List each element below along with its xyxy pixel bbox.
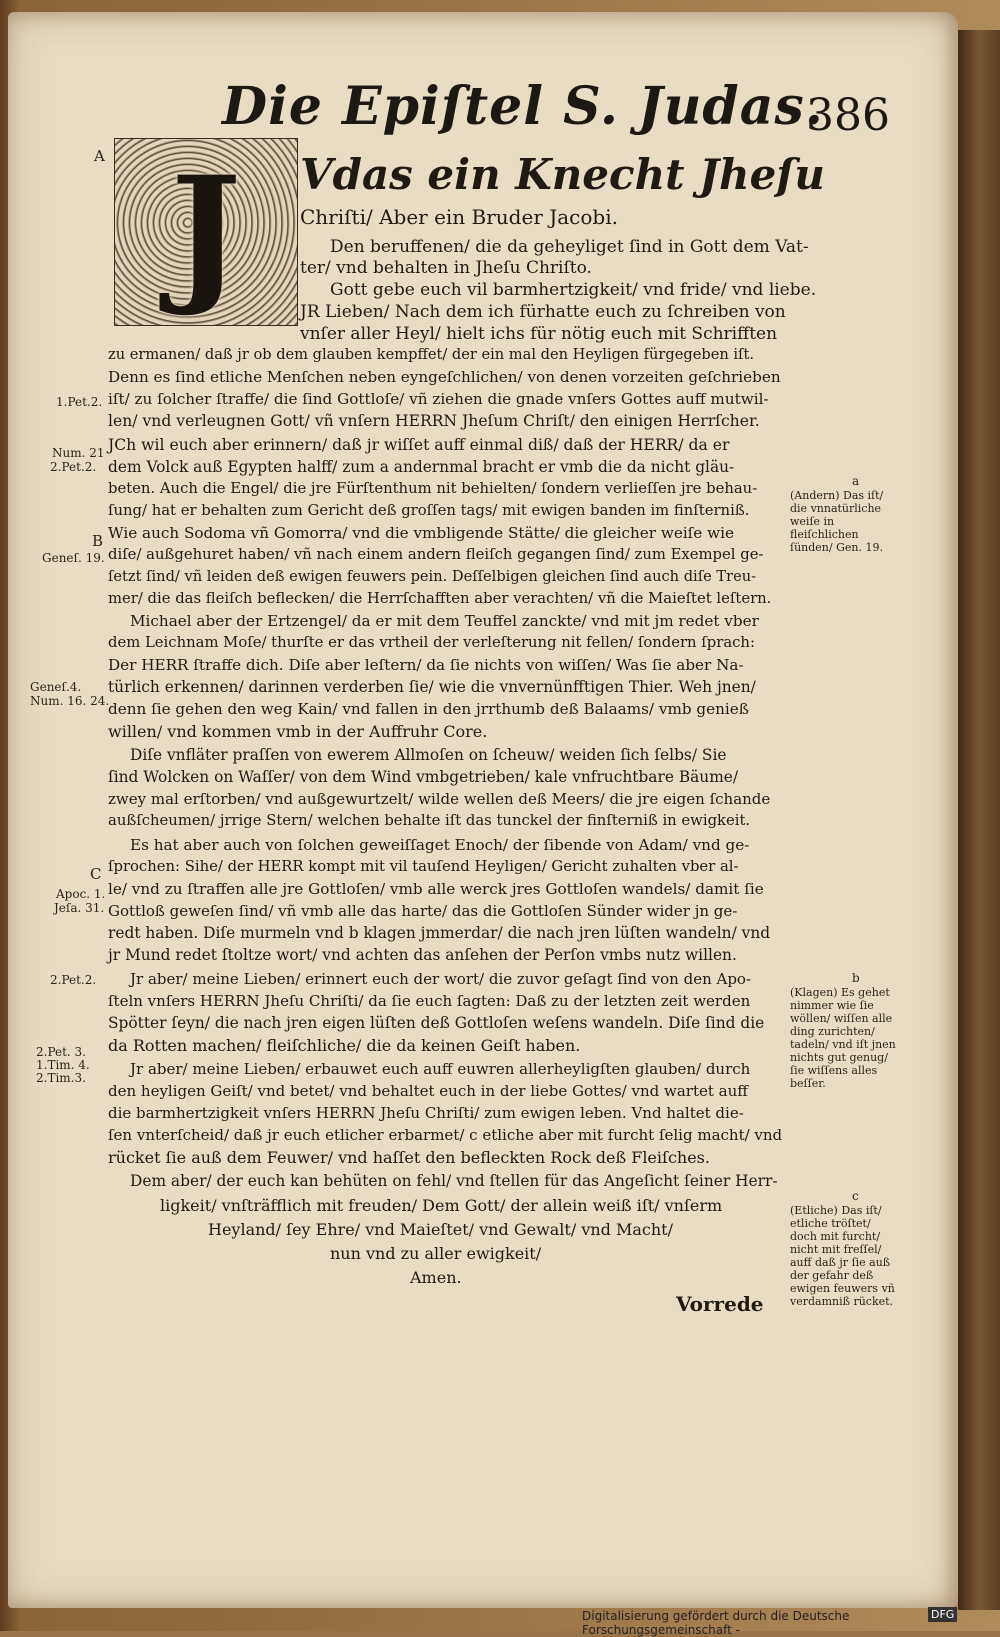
- page-number: 386: [806, 90, 890, 141]
- body-line: zu ermanen/ daß jr ob dem glauben kempffet/ der ein mal den Heyligen fürgegeben iſt.: [108, 346, 754, 363]
- marginal-reference: Geneſ.4.: [30, 680, 82, 694]
- body-line: Heyland/ ſey Ehre/ vnd Maieſtet/ vnd Gewalt/ vnd Macht/: [208, 1220, 673, 1239]
- body-line: len/ vnd verleugnen Gott/ vñ vnſern HERRN Jheſum Chriſt/ den einigen Herrſcher.: [108, 412, 760, 430]
- section-marker: A: [94, 147, 105, 165]
- body-line: ſprochen: Sihe/ der HERR kompt mit vil tauſend Heyligen/ Gericht zuhalten vber al-: [108, 858, 739, 875]
- body-line: diſe/ außgehuret haben/ vñ nach einem andern fleiſch gegangen ſind/ zum Exempel ge-: [108, 546, 764, 563]
- catchword: Vorrede: [676, 1292, 764, 1316]
- body-line: türlich erkennen/ darinnen verderben ſie/ wie die vnvernünfftigen Thier. Weh jnen/: [108, 678, 756, 696]
- body-line: den heyligen Geiſt/ vnd betet/ vnd behaltet euch in der liebe Gottes/ vnd wartet auff: [108, 1082, 748, 1100]
- body-line: Es hat aber auch von ſolchen geweiſſaget Enoch/ der ſibende von Adam/ vnd ge-: [130, 836, 750, 854]
- body-line: ſteln vnſers HERRN Jheſu Chriſti/ da ſie euch ſagten: Daß zu der letzten zeit werden: [108, 992, 751, 1010]
- body-line: willen/ vnd kommen vmb in der Auffruhr Core.: [108, 722, 488, 741]
- body-line: Der HERR ſtraffe dich. Diſe aber leſtern/ da ſie nichts von wiſſen/ Was ſie aber Na-: [108, 656, 744, 674]
- body-line: die barmhertzigkeit vnſers HERRN Jheſu Chriſti/ zum ewigen leben. Vnd haltet die-: [108, 1104, 744, 1122]
- footer-text: Digitalisierung gefördert durch die Deutsche Forschungsgemeinschaft -: [582, 1609, 850, 1637]
- body-line: vnſer aller Heyl/ hielt ichs für nötig euch mit Schrifften: [300, 324, 778, 344]
- initial-letter: J: [170, 144, 242, 320]
- body-line: zwey mal erſtorben/ vnd außgewurtzelt/ wilde wellen deß Meers/ die jre eigen ſchande: [108, 790, 771, 808]
- body-line: nun vnd zu aller ewigkeit/: [330, 1244, 542, 1263]
- body-line: JCh wil euch aber erinnern/ daß jr wiſſet auff einmal diß/ daß der HERR/ da er: [108, 436, 730, 454]
- body-line: Gottloß geweſen ſind/ vñ vmb alle das harte/ das die Gottloſen Sünder wider jn ge-: [108, 902, 738, 920]
- marginal-reference: Num. 21: [52, 446, 105, 460]
- body-line: Jr aber/ meine Lieben/ erbauwet euch auff euwren allerheyligſten glauben/ durch: [130, 1060, 751, 1078]
- body-line: Jr aber/ meine Lieben/ erinnert euch der wort/ die zuvor geſagt ſind von den Apo-: [130, 970, 752, 988]
- dfg-logo: DFG: [928, 1607, 957, 1622]
- body-line: ter/ vnd behalten in Jheſu Chriſto.: [300, 258, 592, 278]
- body-line: außſcheumen/ jrrige Stern/ welchen behalte iſt das tunckel der finſterniß in ewigkeit.: [108, 812, 751, 829]
- marginal-note-mark: a: [852, 474, 860, 488]
- body-line: le/ vnd zu ſtraffen alle jre Gottloſen/ vmb alle werck jres Gottloſen wandels/ damit ſie: [108, 880, 764, 898]
- marginal-reference: 2.Pet.2.: [50, 973, 97, 987]
- body-line: redt haben. Diſe murmeln vnd b klagen jmmerdar/ die nach jren lüſten wandeln/ vnd: [108, 924, 771, 942]
- body-line: Denn es ſind etliche Menſchen neben eyngeſchlichen/ von denen vorzeiten geſchrieben: [108, 368, 781, 386]
- marginal-reference: 1.Tim. 4.: [36, 1058, 90, 1072]
- body-line: Gott gebe euch vil barmhertzigkeit/ vnd fride/ vnd liebe.: [330, 280, 817, 300]
- marginal-note-mark: b: [852, 971, 860, 985]
- marginal-reference: Apoc. 1.: [56, 887, 106, 901]
- marginal-note-mark: c: [852, 1189, 859, 1203]
- body-line: ſetzt ſind/ vñ leiden deß ewigen feuwers pein. Deſſelbigen gleichen ſind auch diſe Treu-: [108, 568, 757, 585]
- body-line: iſt/ zu ſolcher ſtraffe/ die ſind Gottloſe/ vñ ziehen die gnade vnſers Gottes auff mutwil-: [108, 390, 769, 408]
- book-binding-edge: [958, 30, 1000, 1610]
- body-line: Wie auch Sodoma vñ Gomorra/ vnd die vmbligende Stätte/ die gleicher weiſe wie: [108, 524, 734, 542]
- body-line: Spötter ſeyn/ die nach jren eigen lüſten deß Gottloſen weſens wandeln. Diſe ſind die: [108, 1014, 765, 1032]
- decorated-initial: [114, 138, 298, 326]
- marginal-reference: 2.Pet. 3.: [36, 1045, 86, 1059]
- section-marker: C: [90, 865, 102, 883]
- marginal-reference: Geneſ. 19.: [42, 551, 105, 565]
- heading-line: Vdas ein Knecht Jheſu: [300, 150, 825, 199]
- body-line: beten. Auch die Engel/ die jre Fürſtenthum nit behielten/ ſondern verlieſſen jre behau-: [108, 480, 758, 497]
- body-line: rücket ſie auß dem Feuwer/ vnd haſſet den befleckten Rock deß Fleiſches.: [108, 1148, 710, 1167]
- body-line: dem Leichnam Moſe/ thurſte er das vrtheil der verleſterung nit fellen/ ſondern ſprach:: [108, 634, 755, 651]
- body-line: mer/ die das fleiſch beflecken/ die Herrſchafften aber verachten/ vñ die Maieſtet leſtern.: [108, 590, 772, 607]
- marginal-note: (Andern) Das iſt/ die vnnatürliche weiſe in fleiſchlichen ſünden/ Gen. 19.: [790, 489, 884, 554]
- body-line: Den beruffenen/ die da geheyliget ſind in Gott dem Vat-: [330, 237, 809, 257]
- body-line: ſind Wolcken on Waſſer/ von dem Wind vmbgetrieben/ kale vnfruchtbare Bäume/: [108, 768, 739, 786]
- body-line: jr Mund redet ſtoltze wort/ vnd achten das anſehen der Perſon vmbs nutz willen.: [108, 946, 737, 964]
- body-line: denn ſie gehen den weg Kain/ vnd fallen in den jrrthumb deß Balaams/ vmb genieß: [108, 700, 749, 718]
- marginal-reference: Jeſa. 31.: [54, 901, 105, 915]
- section-marker: B: [92, 532, 104, 550]
- marginal-reference: Num. 16. 24.: [30, 694, 110, 708]
- body-line: ſen vnterſcheid/ daß jr euch etlicher erbarmet/ c etliche aber mit furcht ſelig macht/ vnd: [108, 1126, 783, 1144]
- body-line: Amen.: [410, 1268, 462, 1287]
- page-title: Die Epiſtel S. Judas.: [222, 76, 824, 137]
- body-line: Michael aber der Ertzengel/ da er mit dem Teuffel zanckte/ vnd mit jm redet vber: [130, 612, 759, 630]
- body-line: dem Volck auß Egypten halff/ zum a andernmal bracht er vmb die da nicht gläu-: [108, 458, 735, 476]
- body-line: Chriſti/ Aber ein Bruder Jacobi.: [300, 205, 618, 229]
- marginal-note: (Etliche) Das iſt/ etliche tröſtet/ doch mit furcht/ nicht mit freſſel/ auff daß jr ſie auß der gefahr deß ewigen feuwers vñ verdamniß rücket.: [790, 1204, 895, 1308]
- body-line: da Rotten machen/ fleiſchliche/ die da keinen Geiſt haben.: [108, 1036, 581, 1055]
- marginal-note: (Klagen) Es gehet nimmer wie ſie wöllen/ wiſſen alle ding zurichten/ tadeln/ vnd iſt jnen nichts gut genug/ ſie wiſſens alles beſſer.: [790, 986, 896, 1090]
- marginal-reference: 2.Tim.3.: [36, 1071, 86, 1085]
- body-line: JR Lieben/ Nach dem ich fürhatte euch zu ſchreiben von: [300, 302, 786, 322]
- body-line: ligkeit/ vnſträfflich mit freuden/ Dem Gott/ der allein weiß iſt/ vnſerm: [160, 1196, 723, 1215]
- body-line: Dem aber/ der euch kan behüten on fehl/ vnd ſtellen für das Angeſicht ſeiner Herr-: [130, 1172, 778, 1190]
- body-line: Diſe vnfläter praſſen von ewerem Allmoſen on ſcheuw/ weiden ſich ſelbs/ Sie: [130, 746, 727, 764]
- marginal-reference: 1.Pet.2.: [56, 395, 103, 409]
- marginal-reference: 2.Pet.2.: [50, 460, 97, 474]
- body-line: ſung/ hat er behalten zum Gericht deß groſſen tags/ mit ewigen banden im finſterniß.: [108, 502, 750, 519]
